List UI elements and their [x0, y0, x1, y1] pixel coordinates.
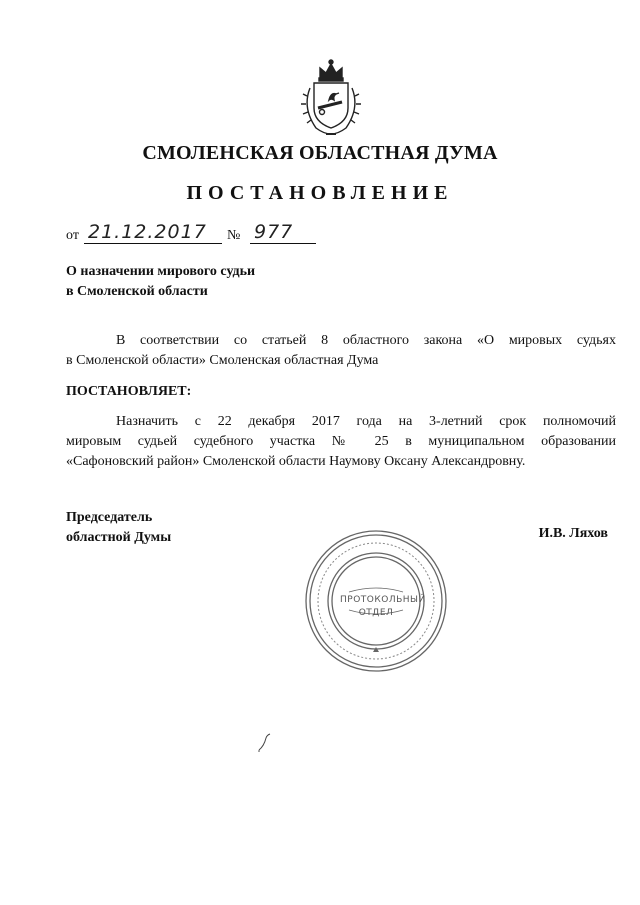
smolensk-coat-of-arms-icon — [296, 56, 366, 138]
subject-line: О назначении мирового судьи — [66, 264, 256, 279]
seal-text-line: ПРОТОКОЛЬНЫЙ — [340, 595, 426, 605]
decision-paragraph — [66, 412, 616, 472]
date-label: от — [66, 228, 79, 243]
seal-text — [340, 594, 426, 620]
paragraph-line: в Смоленской области» Смоленская областная Дума — [66, 353, 379, 368]
subject-line: в Смоленской области — [66, 284, 208, 299]
signer-title — [66, 508, 171, 548]
signer-title-line: областной Думы — [66, 530, 172, 545]
signer-title-line: Председатель — [66, 510, 153, 525]
registration-line — [66, 218, 326, 246]
resolves-heading: ПОСТАНОВЛЯЕТ: — [66, 384, 192, 399]
seal-text-line: ОТДЕЛ — [358, 608, 394, 618]
document-subject — [66, 262, 366, 302]
preamble-paragraph — [66, 331, 616, 371]
paragraph-line: Назначить с 22 декабря 2017 года на 3-летний срок полномочий — [116, 414, 616, 429]
document-type-heading: ПОСТАНОВЛЕНИЕ — [186, 182, 454, 204]
paragraph-line: мировым судьей судебного участка № 25 в муниципальном образовании — [66, 434, 616, 449]
signer-name: И.В. Ляхов — [538, 526, 608, 541]
paragraph-line: «Сафоновский район» Смоленской области Наумову Оксану Александровну. — [66, 454, 526, 469]
paragraph-line: В соответствии со статьей 8 областного закона «О мировых судьях — [116, 333, 616, 348]
document-number: 977 — [250, 220, 316, 244]
organization-title: СМОЛЕНСКАЯ ОБЛАСТНАЯ ДУМА — [142, 142, 498, 164]
pen-mark-icon — [256, 732, 276, 754]
number-label: № — [227, 228, 241, 243]
document-date: 21.12.2017 — [84, 220, 222, 244]
